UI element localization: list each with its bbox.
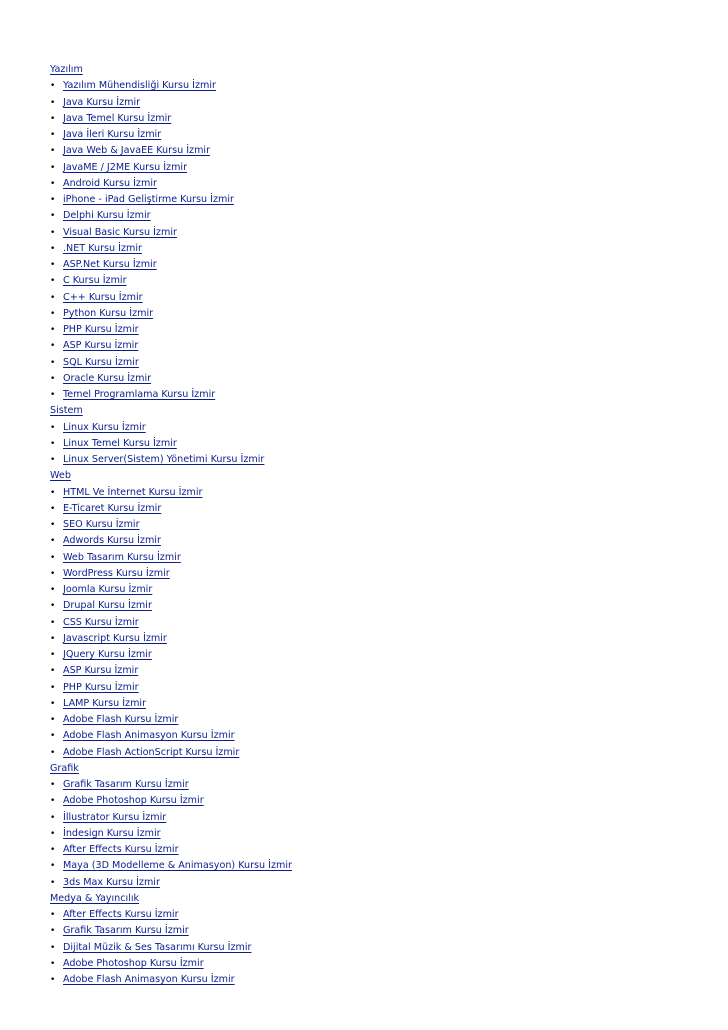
course-link[interactable]: Dijital Müzik & Ses Tasarımı Kursu İzmir	[63, 941, 252, 953]
section-heading-link[interactable]: Sistem	[50, 405, 83, 417]
list-item	[50, 680, 690, 696]
bullet-icon: •	[50, 698, 56, 709]
list-item	[50, 810, 690, 826]
list-item	[50, 793, 690, 809]
list-item	[50, 956, 690, 972]
list-item	[50, 371, 690, 387]
bullet-icon: •	[50, 487, 56, 498]
bullet-icon: •	[50, 178, 56, 189]
list-item	[50, 485, 690, 501]
bullet-icon: •	[50, 666, 56, 677]
list-item	[50, 420, 690, 436]
list-item	[50, 225, 690, 241]
course-link[interactable]: E-Ticaret Kursu İzmir	[63, 502, 162, 514]
list-item	[50, 111, 690, 127]
list-item	[50, 241, 690, 257]
list-item	[50, 95, 690, 111]
list-item	[50, 696, 690, 712]
bullet-icon: •	[50, 633, 56, 644]
bullet-icon: •	[50, 568, 56, 579]
bullet-icon: •	[50, 845, 56, 855]
course-link[interactable]: Linux Kursu İzmir	[63, 421, 146, 433]
course-link[interactable]: iPhone - iPad Geliştirme Kursu İzmir	[63, 194, 234, 205]
course-link[interactable]: İllustrator Kursu İzmir	[63, 811, 167, 823]
list-item	[50, 273, 690, 289]
bullet-icon: •	[50, 812, 56, 823]
bullet-icon: •	[50, 601, 56, 612]
bullet-icon: •	[50, 162, 56, 173]
list-item	[50, 322, 690, 338]
bullet-icon: •	[50, 81, 56, 92]
list-item	[50, 907, 690, 923]
course-link[interactable]: İndesign Kursu İzmir	[63, 827, 161, 839]
course-link[interactable]: Adobe Photoshop Kursu İzmir	[63, 795, 204, 807]
course-link[interactable]: SQL Kursu İzmir	[63, 356, 139, 368]
list-item	[50, 501, 690, 517]
bullet-icon: •	[50, 958, 56, 969]
bullet-icon: •	[50, 113, 56, 124]
course-link[interactable]: Yazılım Mühendisliği Kursu İzmir	[63, 80, 216, 92]
list-item	[50, 631, 690, 647]
bullet-icon: •	[50, 682, 56, 693]
course-link[interactable]: Linux Server(Sistem) Yönetimi Kursu İzmir	[63, 454, 265, 465]
list-item	[50, 290, 690, 306]
course-link[interactable]: Joomla Kursu İzmir	[63, 584, 153, 595]
list-item	[50, 940, 690, 956]
list-item	[50, 663, 690, 679]
bullet-icon: •	[50, 373, 56, 384]
list-item	[50, 826, 690, 842]
course-link[interactable]: Adwords Kursu İzmir	[63, 535, 161, 547]
bullet-icon: •	[50, 325, 56, 335]
course-link[interactable]: PHP Kursu İzmir	[63, 324, 139, 335]
bullet-icon: •	[50, 780, 56, 790]
list-item	[50, 566, 690, 582]
bullet-icon: •	[50, 828, 56, 839]
course-link[interactable]: Android Kursu İzmir	[63, 177, 157, 189]
bullet-icon: •	[50, 926, 56, 937]
list-item	[50, 972, 690, 988]
bullet-icon: •	[50, 276, 56, 287]
bullet-icon: •	[50, 536, 56, 547]
course-link[interactable]: LAMP Kursu İzmir	[63, 697, 147, 709]
course-link[interactable]: Adobe Photoshop Kursu İzmir	[63, 957, 204, 969]
bullet-icon: •	[50, 861, 56, 872]
course-link[interactable]: Java Temel Kursu İzmir	[63, 112, 172, 124]
bullet-icon: •	[50, 942, 56, 953]
list-item	[50, 338, 690, 354]
section-heading-web	[50, 468, 690, 484]
bullet-icon: •	[50, 130, 56, 140]
course-link[interactable]: Delphi Kursu İzmir	[63, 210, 151, 222]
bullet-icon: •	[50, 211, 56, 222]
bullet-icon: •	[50, 796, 56, 807]
course-link[interactable]: Javascript Kursu İzmir	[63, 632, 167, 644]
bullet-icon: •	[50, 308, 56, 319]
course-link[interactable]: Adobe Flash Animasyon Kursu İzmir	[63, 974, 235, 985]
course-link[interactable]: Linux Temel Kursu İzmir	[63, 437, 177, 449]
list-item	[50, 355, 690, 371]
list-item	[50, 712, 690, 728]
list-item	[50, 143, 690, 159]
course-link[interactable]: Drupal Kursu İzmir	[63, 600, 152, 612]
course-list-document	[50, 62, 690, 988]
course-link[interactable]: ASP Kursu İzmir	[63, 340, 139, 352]
course-link[interactable]: Maya (3D Modelleme & Animasyon) Kursu İzmir	[63, 860, 292, 872]
list-item	[50, 842, 690, 858]
course-link[interactable]: ASP Kursu İzmir	[63, 665, 139, 677]
section-heading-link[interactable]: Web	[50, 470, 71, 482]
course-link[interactable]: C++ Kursu İzmir	[63, 291, 143, 303]
bullet-icon: •	[50, 146, 56, 157]
course-link[interactable]: Java İleri Kursu İzmir	[63, 129, 162, 140]
bullet-icon: •	[50, 390, 56, 400]
course-link[interactable]: .NET Kursu İzmir	[63, 242, 142, 254]
list-item	[50, 533, 690, 549]
bullet-icon: •	[50, 243, 56, 254]
list-item	[50, 777, 690, 793]
list-item	[50, 192, 690, 208]
list-item	[50, 127, 690, 143]
bullet-icon: •	[50, 97, 56, 108]
list-item	[50, 257, 690, 273]
course-link[interactable]: After Effects Kursu İzmir	[63, 844, 179, 855]
bullet-icon: •	[50, 195, 56, 205]
course-link[interactable]: Visual Basic Kursu İzmir	[63, 226, 177, 238]
bullet-icon: •	[50, 715, 56, 725]
bullet-icon: •	[50, 422, 56, 433]
bullet-icon: •	[50, 341, 56, 352]
list-item	[50, 452, 690, 468]
list-item	[50, 436, 690, 452]
bullet-icon: •	[50, 747, 56, 758]
list-item	[50, 582, 690, 598]
course-link[interactable]: ASP.Net Kursu İzmir	[63, 259, 157, 270]
section-heading-link[interactable]: Yazılım	[50, 64, 83, 75]
bullet-icon: •	[50, 260, 56, 270]
course-link[interactable]: Python Kursu İzmir	[63, 307, 154, 319]
course-link[interactable]: Java Kursu İzmir	[63, 96, 141, 108]
course-link[interactable]: WordPress Kursu İzmir	[63, 567, 170, 579]
section-heading-sistem	[50, 403, 690, 419]
list-item	[50, 858, 690, 874]
course-link[interactable]: Oracle Kursu İzmir	[63, 372, 152, 384]
list-item	[50, 745, 690, 761]
list-item	[50, 517, 690, 533]
course-link[interactable]: Web Tasarım Kursu İzmir	[63, 551, 181, 563]
course-link[interactable]: Adobe Flash Animasyon Kursu İzmir	[63, 730, 235, 742]
course-link[interactable]: Adobe Flash Kursu İzmir	[63, 714, 179, 725]
list-item	[50, 387, 690, 403]
course-link[interactable]: JavaME / J2ME Kursu İzmir	[63, 161, 188, 173]
bullet-icon: •	[50, 617, 56, 628]
course-link[interactable]: SEO Kursu İzmir	[63, 519, 140, 530]
course-link[interactable]: Grafik Tasarım Kursu İzmir	[63, 925, 189, 937]
section-heading-link[interactable]: Medya & Yayıncılık	[50, 892, 140, 904]
bullet-icon: •	[50, 438, 56, 449]
bullet-icon: •	[50, 455, 56, 465]
course-link[interactable]: Adobe Flash ActionScript Kursu İzmir	[63, 746, 240, 758]
bullet-icon: •	[50, 975, 56, 985]
course-link[interactable]: PHP Kursu İzmir	[63, 681, 139, 693]
bullet-icon: •	[50, 503, 56, 514]
list-item	[50, 160, 690, 176]
list-item	[50, 598, 690, 614]
course-link[interactable]: Java Web & JavaEE Kursu İzmir	[63, 145, 211, 157]
list-item	[50, 875, 690, 891]
bullet-icon: •	[50, 520, 56, 530]
section-heading-yazilim	[50, 62, 690, 78]
list-item	[50, 923, 690, 939]
list-item	[50, 647, 690, 663]
bullet-icon: •	[50, 357, 56, 368]
list-item	[50, 306, 690, 322]
bullet-icon: •	[50, 910, 56, 920]
bullet-icon: •	[50, 877, 56, 888]
list-item	[50, 208, 690, 224]
course-link[interactable]: 3ds Max Kursu İzmir	[63, 876, 160, 888]
section-heading-medya-yayincilik	[50, 891, 690, 907]
list-item	[50, 615, 690, 631]
course-link[interactable]: HTML Ve İnternet Kursu İzmir	[63, 486, 203, 498]
bullet-icon: •	[50, 585, 56, 595]
section-heading-link[interactable]: Grafik	[50, 762, 79, 774]
bullet-icon: •	[50, 731, 56, 742]
list-item	[50, 78, 690, 94]
course-link[interactable]: Grafik Tasarım Kursu İzmir	[63, 779, 189, 790]
list-item	[50, 728, 690, 744]
course-link[interactable]: CSS Kursu İzmir	[63, 616, 139, 628]
bullet-icon: •	[50, 292, 56, 303]
bullet-icon: •	[50, 650, 56, 660]
list-item	[50, 176, 690, 192]
section-heading-grafik	[50, 761, 690, 777]
course-link[interactable]: After Effects Kursu İzmir	[63, 909, 179, 920]
course-link[interactable]: JQuery Kursu İzmir	[63, 649, 152, 660]
course-link[interactable]: Temel Programlama Kursu İzmir	[63, 389, 216, 400]
list-item	[50, 550, 690, 566]
bullet-icon: •	[50, 227, 56, 238]
course-link[interactable]: C Kursu İzmir	[63, 275, 127, 287]
bullet-icon: •	[50, 552, 56, 563]
